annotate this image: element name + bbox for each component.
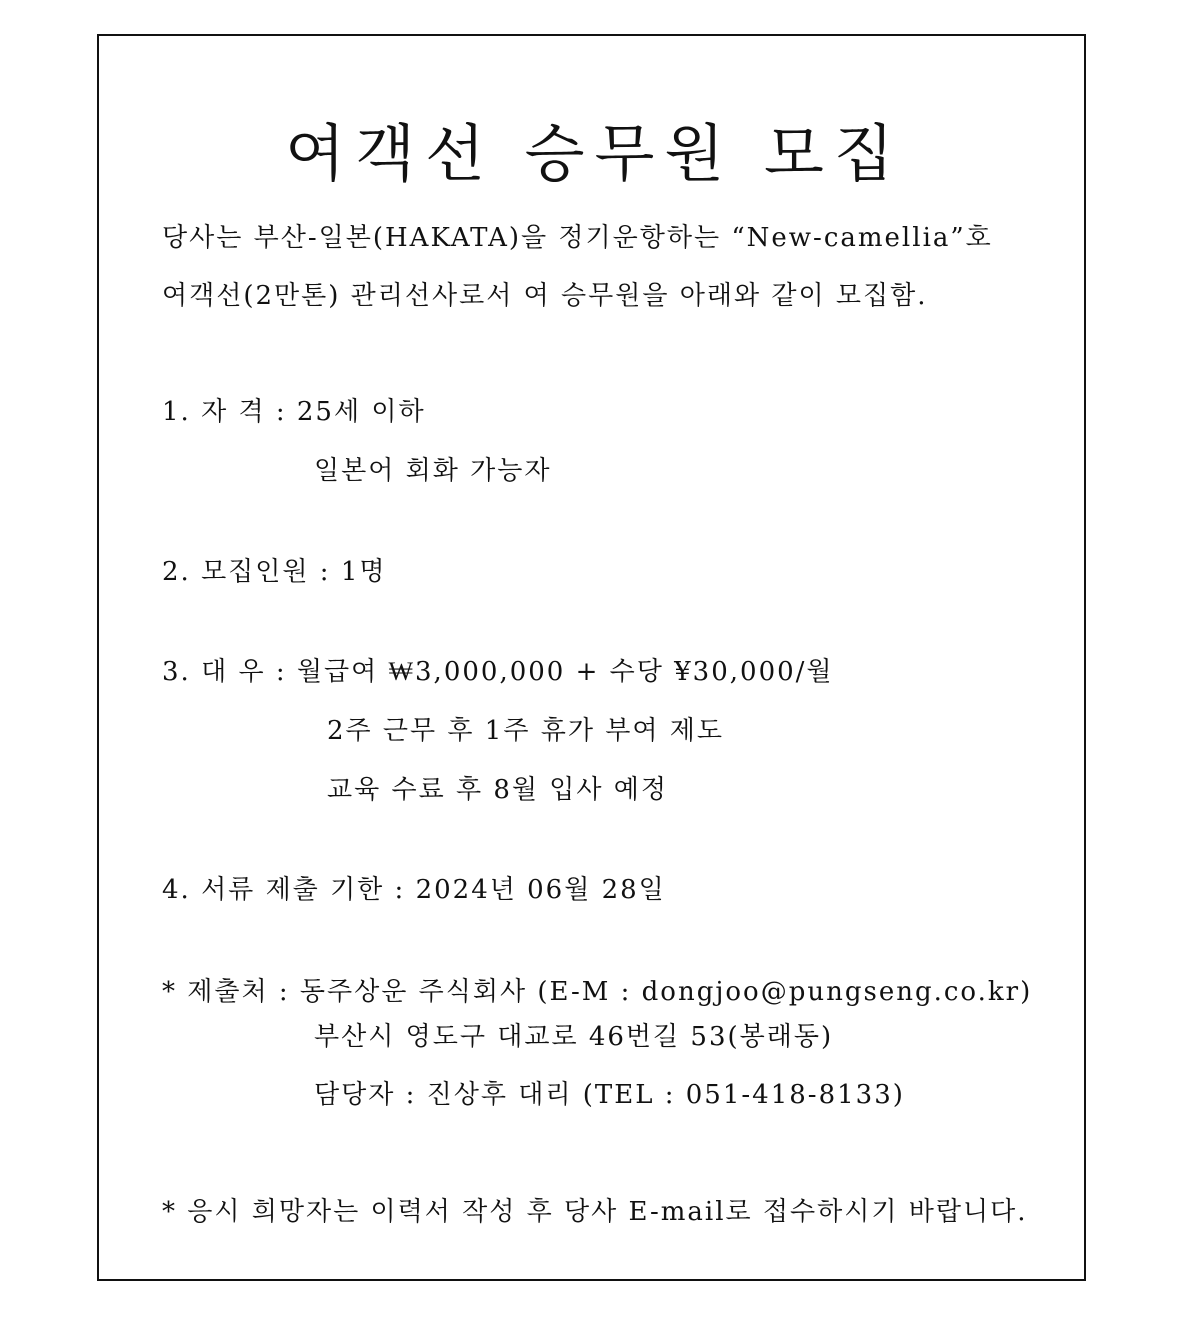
page-title: 여객선 승무원 모집 [285,117,904,190]
intro-line-1: 당사는 부산-일본(HAKATA)을 정기운항하는 “New-camellia”호 [162,223,993,253]
footer-note: * 응시 희망자는 이력서 작성 후 당사 E-mail로 접수하시기 바랍니다. [162,1197,1028,1227]
deadline-line: 4. 서류 제출 기한 : 2024년 06월 28일 [162,875,666,905]
qualification-line-2: 일본어 회화 가능자 [314,456,552,486]
benefits-line-2: 2주 근무 후 1주 휴가 부여 제도 [327,716,724,746]
submission-line: * 제출처 : 동주상운 주식회사 (E-M : dongjoo@pungseng.co.kr) [162,977,1033,1007]
qualification-line-1: 1. 자 격 : 25세 이하 [162,397,426,427]
benefits-line-1: 3. 대 우 : 월급여 ₩3,000,000 + 수당 ¥30,000/월 [162,657,834,687]
submission-contact: 담당자 : 진상후 대리 (TEL : 051-418-8133) [314,1080,905,1110]
intro-line-2: 여객선(2만톤) 관리선사로서 여 승무원을 아래와 같이 모집함. [162,281,928,311]
submission-address: 부산시 영도구 대교로 46번길 53(봉래동) [314,1022,834,1052]
recruits-line: 2. 모집인원 : 1명 [162,557,387,587]
benefits-line-3: 교육 수료 후 8월 입사 예정 [327,775,669,805]
